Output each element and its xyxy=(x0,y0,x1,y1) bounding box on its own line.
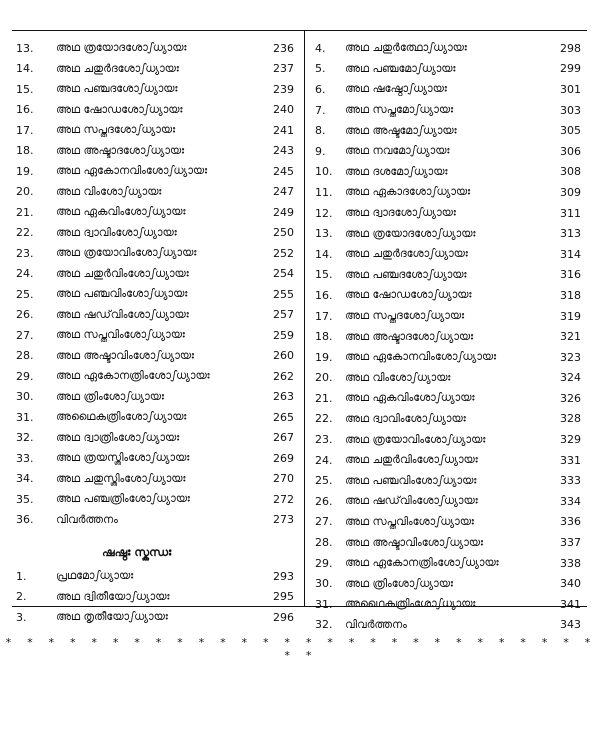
entry-page-number: 337 xyxy=(560,536,581,550)
top-rule xyxy=(12,30,587,31)
toc-entry xyxy=(315,265,585,286)
entry-number: 13. xyxy=(315,227,333,241)
entry-page-number: 306 xyxy=(560,144,581,158)
entry-title: അഥ അഷ്ടാദശോഽധ്യായഃ xyxy=(345,329,474,343)
entry-page-number: 331 xyxy=(560,453,581,467)
toc-entry xyxy=(315,306,585,327)
entry-number: 29. xyxy=(315,556,333,570)
toc-entry xyxy=(16,469,298,490)
toc-entry xyxy=(315,512,585,533)
entry-number: 31. xyxy=(16,410,34,424)
entry-title: അഥ പഞ്ചമോഽധ്യായഃ xyxy=(345,61,456,75)
toc-entry xyxy=(16,607,298,628)
right-entry-list xyxy=(315,38,585,635)
toc-entry xyxy=(16,566,298,587)
entry-page-number: 311 xyxy=(560,206,581,220)
entry-page-number: 269 xyxy=(273,451,294,465)
entry-title: അഥ ഏകോനത്രിംശോഽധ്യായഃ xyxy=(345,556,499,570)
entry-page-number: 252 xyxy=(273,246,294,260)
entry-page-number: 301 xyxy=(560,82,581,96)
toc-entry xyxy=(315,100,585,121)
toc-entry xyxy=(16,587,298,608)
entry-title: അഥ ദ്വാവിംശോഽധ്യായഃ xyxy=(345,411,466,425)
entry-number: 4. xyxy=(315,41,326,55)
toc-entry xyxy=(315,244,585,265)
entry-number: 17. xyxy=(16,123,34,137)
entry-title: അഥ ഷോഡശോഽധ്യായഃ xyxy=(56,102,183,116)
toc-entry xyxy=(16,120,298,141)
entry-number: 13. xyxy=(16,41,34,55)
entry-title: അഥ ത്രയോവിംശോഽധ്യായഃ xyxy=(345,432,486,446)
toc-entry xyxy=(315,615,585,636)
entry-page-number: 265 xyxy=(273,410,294,424)
entry-title: അഥ ഏകോനവിംശോഽധ്യായഃ xyxy=(56,164,208,178)
entry-title: അഥ അഷ്ടാവിംശോഽധ്യായഃ xyxy=(56,348,195,362)
entry-page-number: 298 xyxy=(560,41,581,55)
entry-page-number: 326 xyxy=(560,391,581,405)
entry-title: അഥ ദശമോഽധ്യായഃ xyxy=(345,164,448,178)
entry-page-number: 323 xyxy=(560,350,581,364)
entry-title: അഥ ചതുർത്ഥോഽധ്യായഃ xyxy=(345,41,467,55)
toc-entry xyxy=(315,120,585,141)
entry-title: അഥ ഏകോനവിംശോഽധ്യായഃ xyxy=(345,350,497,364)
entry-title: അഥ ത്രിംശോഽധ്യായഃ xyxy=(56,389,164,403)
column-divider xyxy=(304,30,305,606)
entry-number: 35. xyxy=(16,492,34,506)
toc-entry xyxy=(315,368,585,389)
entry-title: അഥ അഷ്ടമോഽധ്യായഃ xyxy=(345,123,457,137)
entry-page-number: 241 xyxy=(273,123,294,137)
entry-number: 14. xyxy=(16,62,34,76)
entry-title: അഥ പഞ്ചദശോഽധ്യായഃ xyxy=(56,82,178,96)
entry-title: അഥ ചതുർദശോഽധ്യായഃ xyxy=(56,61,179,75)
entry-title: അഥ നവമോഽധ്യായഃ xyxy=(345,144,450,158)
toc-entry xyxy=(16,59,298,80)
entry-page-number: 273 xyxy=(273,513,294,527)
toc-entry xyxy=(16,141,298,162)
entry-number: 25. xyxy=(16,287,34,301)
entry-number: 23. xyxy=(315,433,333,447)
entry-title: അഥ സപ്തദശോഽധ്യായഃ xyxy=(345,309,465,323)
toc-entry xyxy=(315,162,585,183)
entry-title: അഥ ദ്വിതീയോഽധ്യായഃ xyxy=(56,589,170,603)
entry-title: വിവർത്തനം xyxy=(56,512,118,526)
entry-page-number: 299 xyxy=(560,62,581,76)
entry-title: വിവർത്തനം xyxy=(345,617,407,631)
entry-title: അഥൈകത്രിംശോഽധ്യായഃ xyxy=(345,597,476,611)
toc-entry xyxy=(315,553,585,574)
entry-page-number: 321 xyxy=(560,330,581,344)
entry-title: അഥ ചതുർദശോഽധ്യായഃ xyxy=(345,247,468,261)
entry-number: 30. xyxy=(315,577,333,591)
entry-number: 21. xyxy=(16,205,34,219)
entry-number: 27. xyxy=(315,515,333,529)
toc-entry xyxy=(315,347,585,368)
entry-number: 33. xyxy=(16,451,34,465)
entry-title: അഥ ചതുർവിംശോഽധ്യായഃ xyxy=(345,453,478,467)
entry-number: 16. xyxy=(16,103,34,117)
entry-page-number: 305 xyxy=(560,124,581,138)
toc-entry xyxy=(315,285,585,306)
toc-entry xyxy=(315,429,585,450)
toc-entry xyxy=(315,409,585,430)
entry-title: അഥൈകത്രിംശോഽധ്യായഃ xyxy=(56,410,187,424)
entry-number: 5. xyxy=(315,62,326,76)
entry-title: അഥ ഏകവിംശോഽധ്യായഃ xyxy=(345,391,475,405)
toc-entry xyxy=(315,491,585,512)
toc-entry xyxy=(315,203,585,224)
entry-page-number: 340 xyxy=(560,577,581,591)
section-heading: ഷഷ്ഠഃ സ്കന്ധഃ xyxy=(102,545,172,559)
entry-title: അഥ വിംശോഽധ്യായഃ xyxy=(56,184,162,198)
toc-entry xyxy=(16,202,298,223)
entry-number: 20. xyxy=(315,371,333,385)
entry-number: 15. xyxy=(16,82,34,96)
entry-number: 8. xyxy=(315,124,326,138)
toc-entry xyxy=(315,79,585,100)
toc-entry xyxy=(16,366,298,387)
entry-title: അഥ അഷ്ടാദശോഽധ്യായഃ xyxy=(56,143,185,157)
entry-title: അഥ ചതുസ്ത്രിംശോഽധ്യായഃ xyxy=(56,471,186,485)
entry-page-number: 343 xyxy=(560,618,581,632)
entry-page-number: 247 xyxy=(273,185,294,199)
entry-number: 22. xyxy=(315,412,333,426)
entry-title: അഥ തൃതീയോഽധ്യായഃ xyxy=(56,610,168,624)
entry-number: 21. xyxy=(315,391,333,405)
toc-entry xyxy=(16,38,298,59)
toc-entry xyxy=(16,284,298,305)
entry-number: 27. xyxy=(16,328,34,342)
entry-page-number: 336 xyxy=(560,515,581,529)
entry-page-number: 255 xyxy=(273,287,294,301)
entry-number: 18. xyxy=(315,330,333,344)
entry-page-number: 316 xyxy=(560,268,581,282)
entry-page-number: 245 xyxy=(273,164,294,178)
entry-number: 28. xyxy=(16,349,34,363)
entry-number: 36. xyxy=(16,513,34,527)
entry-page-number: 240 xyxy=(273,103,294,117)
entry-page-number: 270 xyxy=(273,472,294,486)
entry-number: 29. xyxy=(16,369,34,383)
entry-page-number: 319 xyxy=(560,309,581,323)
toc-entry xyxy=(315,182,585,203)
toc-entry xyxy=(315,38,585,59)
entry-page-number: 259 xyxy=(273,328,294,342)
entry-page-number: 295 xyxy=(273,590,294,604)
toc-entry xyxy=(315,573,585,594)
entry-title: അഥ ഷഡ്‌വിംശോഽധ്യായഃ xyxy=(56,307,189,321)
toc-entry xyxy=(16,243,298,264)
entry-title: അഥ ഏകവിംശോഽധ്യായഃ xyxy=(56,205,186,219)
entry-title: അഥ ത്രിംശോഽധ്യായഃ xyxy=(345,576,453,590)
toc-entry xyxy=(16,346,298,367)
entry-page-number: 239 xyxy=(273,82,294,96)
entry-number: 3. xyxy=(16,610,27,624)
toc-entry xyxy=(315,59,585,80)
entry-number: 11. xyxy=(315,185,333,199)
entry-number: 10. xyxy=(315,165,333,179)
entry-number: 25. xyxy=(315,474,333,488)
entry-number: 7. xyxy=(315,103,326,117)
entry-number: 12. xyxy=(315,206,333,220)
entry-title: അഥ സപ്തവിംശോഽധ്യായഃ xyxy=(56,328,185,342)
entry-page-number: 293 xyxy=(273,569,294,583)
toc-entry xyxy=(16,387,298,408)
entry-title: അഥ ത്രയോദശോഽധ്യായഃ xyxy=(345,226,476,240)
entry-number: 22. xyxy=(16,226,34,240)
entry-page-number: 329 xyxy=(560,433,581,447)
section-entry-list xyxy=(16,566,298,628)
entry-page-number: 257 xyxy=(273,308,294,322)
toc-entry xyxy=(16,264,298,285)
entry-number: 26. xyxy=(315,494,333,508)
left-column xyxy=(16,38,298,628)
entry-title: അഥ പഞ്ചത്രിംശോഽധ്യായഃ xyxy=(56,492,190,506)
toc-entry xyxy=(16,448,298,469)
entry-number: 24. xyxy=(315,453,333,467)
entry-title: അഥ സപ്തമോഽധ്യായഃ xyxy=(345,103,454,117)
entry-title: അഥ പഞ്ചദശോഽധ്യായഃ xyxy=(345,267,467,281)
entry-title: അഥ അഷ്ടാവിംശോഽധ്യായഃ xyxy=(345,535,484,549)
entry-title: പ്രഥമോഽധ്യായഃ xyxy=(56,569,134,583)
toc-entry xyxy=(16,100,298,121)
entry-number: 16. xyxy=(315,288,333,302)
entry-number: 28. xyxy=(315,536,333,550)
toc-entry xyxy=(16,407,298,428)
entry-number: 19. xyxy=(315,350,333,364)
entry-page-number: 262 xyxy=(273,369,294,383)
entry-page-number: 303 xyxy=(560,103,581,117)
entry-title: അഥ ഷഷ്ഠോഽധ്യായഃ xyxy=(345,82,447,96)
entry-page-number: 318 xyxy=(560,288,581,302)
entry-title: അഥ ഏകാദശോഽധ്യായഃ xyxy=(345,185,471,199)
entry-number: 31. xyxy=(315,597,333,611)
toc-entry xyxy=(16,182,298,203)
entry-title: അഥ ചതുർവിംശോഽധ്യായഃ xyxy=(56,266,189,280)
entry-page-number: 254 xyxy=(273,267,294,281)
entry-title: അഥ വിംശോഽധ്യായഃ xyxy=(345,370,451,384)
right-column xyxy=(315,38,585,635)
toc-entry xyxy=(16,489,298,510)
toc-entry xyxy=(16,223,298,244)
entry-title: അഥ ദ്വാവിംശോഽധ്യായഃ xyxy=(56,225,177,239)
entry-number: 19. xyxy=(16,164,34,178)
entry-page-number: 237 xyxy=(273,62,294,76)
entry-page-number: 308 xyxy=(560,165,581,179)
entry-number: 24. xyxy=(16,267,34,281)
entry-title: അഥ സപ്തവിംശോഽധ്യായഃ xyxy=(345,514,474,528)
entry-page-number: 338 xyxy=(560,556,581,570)
entry-number: 6. xyxy=(315,82,326,96)
entry-page-number: 328 xyxy=(560,412,581,426)
entry-number: 15. xyxy=(315,268,333,282)
entry-page-number: 250 xyxy=(273,226,294,240)
entry-page-number: 243 xyxy=(273,144,294,158)
entry-number: 26. xyxy=(16,308,34,322)
entry-page-number: 272 xyxy=(273,492,294,506)
entry-page-number: 334 xyxy=(560,494,581,508)
entry-title: അഥ ത്രയസ്ത്രിംശോഽധ്യായഃ xyxy=(56,451,190,465)
toc-entry xyxy=(315,326,585,347)
entry-page-number: 324 xyxy=(560,371,581,385)
entry-number: 34. xyxy=(16,472,34,486)
toc-entry xyxy=(16,161,298,182)
toc-entry xyxy=(16,305,298,326)
toc-entry xyxy=(16,79,298,100)
entry-title: അഥ സപ്തദശോഽധ്യായഃ xyxy=(56,123,176,137)
toc-entry xyxy=(16,510,298,531)
toc-entry xyxy=(16,325,298,346)
toc-entry xyxy=(315,470,585,491)
entry-page-number: 263 xyxy=(273,390,294,404)
entry-page-number: 313 xyxy=(560,227,581,241)
entry-title: അഥ ത്രയോദശോഽധ്യായഃ xyxy=(56,41,187,55)
toc-entry xyxy=(315,223,585,244)
entry-page-number: 249 xyxy=(273,205,294,219)
left-entry-list xyxy=(16,38,298,530)
entry-number: 1. xyxy=(16,569,27,583)
entry-title: അഥ ദ്വാദശോഽധ്യായഃ xyxy=(345,206,456,220)
toc-entry xyxy=(16,428,298,449)
entry-page-number: 314 xyxy=(560,247,581,261)
entry-title: അഥ ദ്വാത്രിംശോഽധ്യായഃ xyxy=(56,430,180,444)
entry-number: 32. xyxy=(16,431,34,445)
entry-number: 18. xyxy=(16,144,34,158)
entry-number: 14. xyxy=(315,247,333,261)
entry-number: 2. xyxy=(16,590,27,604)
entry-page-number: 267 xyxy=(273,431,294,445)
footer-stars: * * * * * * * * * * * * * * * * * * * * * * * * * * * * * * xyxy=(5,636,595,662)
entry-page-number: 341 xyxy=(560,597,581,611)
entry-number: 9. xyxy=(315,144,326,158)
entry-page-number: 260 xyxy=(273,349,294,363)
entry-title: അഥ ഏകോനത്രിംശോഽധ്യായഃ xyxy=(56,369,210,383)
entry-number: 17. xyxy=(315,309,333,323)
entry-page-number: 333 xyxy=(560,474,581,488)
entry-title: അഥ ഷോഡശോഽധ്യായഃ xyxy=(345,288,472,302)
toc-entry xyxy=(315,532,585,553)
entry-number: 30. xyxy=(16,390,34,404)
entry-title: അഥ ഷഡ്‌വിംശോഽധ്യായഃ xyxy=(345,494,478,508)
entry-page-number: 296 xyxy=(273,610,294,624)
entry-title: അഥ പഞ്ചവിംശോഽധ്യായഃ xyxy=(56,287,188,301)
toc-entry xyxy=(315,594,585,615)
toc-entry xyxy=(315,141,585,162)
entry-number: 20. xyxy=(16,185,34,199)
entry-title: അഥ പഞ്ചവിംശോഽധ്യായഃ xyxy=(345,473,477,487)
entry-number: 32. xyxy=(315,618,333,632)
entry-number: 23. xyxy=(16,246,34,260)
entry-page-number: 309 xyxy=(560,185,581,199)
toc-entry xyxy=(315,388,585,409)
entry-page-number: 236 xyxy=(273,41,294,55)
entry-title: അഥ ത്രയോവിംശോഽധ്യായഃ xyxy=(56,246,197,260)
toc-entry xyxy=(315,450,585,471)
